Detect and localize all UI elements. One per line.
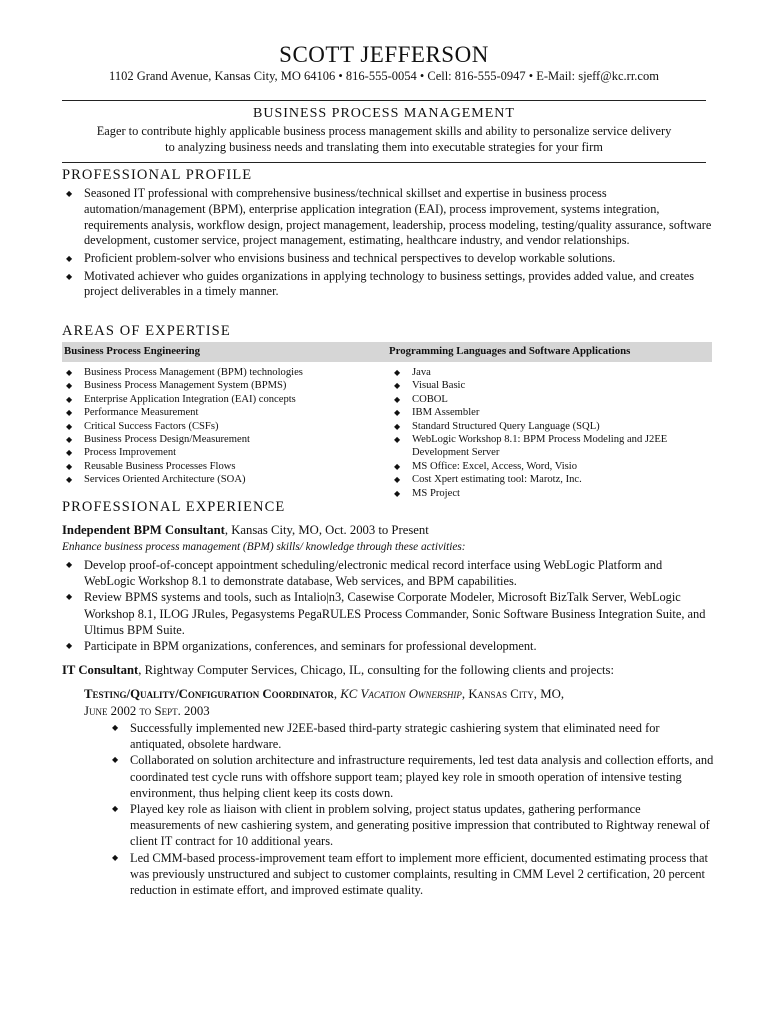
diamond-bullet-icon: ◆ (394, 381, 401, 391)
objective-line-2: to analyzing business needs and translating them into executable strategies for your firm (165, 139, 603, 154)
profile-item: ◆ Motivated achiever who guides organizations in applying technology to business settings, provides added value, and creates project deliverables in a timely manner. (66, 268, 695, 299)
list-item: ◆ Review BPMS systems and tools, such as Intalio|n3, Casewise Corporate Modeler, Microsoft BizTalk Server, WebLogic Workshop 8.1, ILOG JRules, Pegasystems PegaRULES Process Commander, Sonic Software Business Integration Suite, and Ultimus BPM Suite. (66, 590, 706, 637)
diamond-bullet-icon: ◆ (394, 461, 401, 471)
profile-list (62, 186, 712, 302)
diamond-bullet-icon: ◆ (66, 560, 73, 569)
list-item: ◆ Visual Basic (394, 380, 466, 392)
diamond-bullet-icon: ◆ (112, 852, 119, 862)
expertise-title: AREAS OF EXPERTISE (62, 323, 231, 339)
objective-text (62, 124, 706, 155)
list-item: ◆ Process Improvement (66, 447, 177, 459)
diamond-bullet-icon: ◆ (66, 368, 73, 377)
list-item: ◆ Business Process Design/Measurement (66, 434, 250, 446)
list-item: ◆ COBOL (394, 393, 448, 405)
diamond-bullet-icon: ◆ (66, 381, 73, 391)
job-1-list (62, 557, 712, 654)
diamond-bullet-icon: ◆ (394, 421, 401, 431)
list-item: ◆ MS Project (394, 487, 460, 499)
expertise-right-list (390, 366, 710, 500)
job-2-sub-client: KC Vacation Ownership (340, 687, 462, 701)
list-item: ◆ Played key role as liaison with client in problem solving, project status updates, gathering performance measurements of new cashiering system, and generating positive impression that contributed to Rightway renewal of client IT contract for 10 additional years. (112, 802, 710, 849)
diamond-bullet-icon: ◆ (66, 253, 73, 263)
diamond-bullet-icon: ◆ (66, 271, 73, 281)
diamond-bullet-icon: ◆ (66, 394, 73, 404)
list-item: ◆ IBM Assembler (394, 407, 480, 419)
diamond-bullet-icon: ◆ (394, 475, 401, 485)
list-item: ◆ Led CMM-based process-improvement team effort to implement more efficient, documented estimating process that was previously unstructured and subject to customer complaints, resulting in CMM Level 2 certification, 20 percent reduction in estimate effort, and improved estimate quality. (112, 850, 708, 898)
diamond-bullet-icon: ◆ (66, 461, 73, 471)
job-1-intro: Enhance business process management (BPM) skills/ knowledge through these activities: (62, 541, 466, 553)
objective-title: BUSINESS PROCESS MANAGEMENT (253, 106, 515, 121)
profile-title: PROFESSIONAL PROFILE (62, 167, 253, 183)
list-item: ◆ Cost Xpert estimating tool: Marotz, Inc. (394, 474, 582, 486)
diamond-bullet-icon: ◆ (66, 435, 73, 445)
diamond-bullet-icon: ◆ (394, 394, 401, 404)
list-item: ◆ Services Oriented Architecture (SOA) (66, 474, 246, 486)
diamond-bullet-icon: ◆ (66, 475, 73, 485)
list-item: ◆ Develop proof-of-concept appointment scheduling/electronic medical record interface using WebLogic Platform and WebLogic Workshop 8.1 to demonstrate database, Web services, and BPM capabilities. (66, 558, 663, 589)
job-1-details: , Kansas City, MO, Oct. 2003 to Present (224, 523, 429, 537)
list-item: ◆ MS Office: Excel, Access, Word, Visio (394, 460, 578, 472)
list-item: ◆ Reusable Business Processes Flows (66, 460, 236, 472)
diamond-bullet-icon: ◆ (66, 408, 73, 418)
list-item: ◆ Successfully implemented new J2EE-based third-party strategic cashiering system that eliminated need for antiquated, obsolete hardware. (112, 721, 660, 752)
diamond-bullet-icon: ◆ (66, 448, 73, 458)
job-2-sub-dates: June 2002 to Sept. 2003 (84, 703, 210, 718)
job-2-sub-role: Testing/Quality/Configuration Coordinator (84, 687, 334, 701)
list-item: ◆ Performance Measurement (66, 407, 199, 419)
list-item: ◆ WebLogic Workshop 8.1: BPM Process Modeling and J2EE Development Server (394, 434, 668, 459)
job-1-role: Independent BPM Consultant (62, 523, 225, 537)
job-2-list (108, 720, 714, 898)
list-item: ◆ Participate in BPM organizations, conferences, and seminars for professional development. (66, 639, 537, 654)
expertise-left-heading: Business Process Engineering (64, 345, 200, 357)
diamond-bullet-icon: ◆ (66, 592, 73, 602)
diamond-bullet-icon: ◆ (66, 641, 73, 651)
diamond-bullet-icon: ◆ (66, 189, 73, 198)
candidate-name: SCOTT JEFFERSON (279, 42, 489, 67)
divider-top (62, 100, 706, 101)
expertise-left-list (62, 366, 382, 487)
diamond-bullet-icon: ◆ (66, 421, 73, 431)
job-1-heading (62, 523, 429, 538)
profile-item: ◆ Seasoned IT professional with comprehensive business/technical skillset and expertise in business process automation/management (BPM), enterprise application integration (EAI), process improvement, systems integration, requirements analysis, workflow design, project management, leadership, process modeling, testing/quality assurance, software development, customer service, project management, estimating, healthcare industry, and vendor relationships. (66, 186, 712, 248)
job-2-heading (62, 663, 614, 678)
diamond-bullet-icon: ◆ (394, 368, 401, 377)
contact-line: 1102 Grand Avenue, Kansas City, MO 64106 • 816-555-0054 • Cell: 816-555-0947 • E-Mail: sjeff@kc.rr.com (109, 69, 659, 83)
list-item: ◆ Enterprise Application Integration (EAI) concepts (66, 393, 296, 405)
job-2-details: , Rightway Computer Services, Chicago, IL, consulting for the following clients and projects: (138, 663, 614, 677)
list-item: ◆ Critical Success Factors (CSFs) (66, 420, 219, 432)
list-item: ◆ Java (394, 367, 431, 378)
divider-objective (62, 162, 706, 163)
list-item: ◆ Business Process Management (BPM) technologies (66, 367, 303, 378)
diamond-bullet-icon: ◆ (394, 488, 401, 498)
job-2-subheading: Testing/Quality/Configuration Coordinator, KC Vacation Ownership, Kansas City, MO, June 2002 to Sept. 2003 (84, 687, 565, 718)
diamond-bullet-icon: ◆ (394, 408, 401, 418)
profile-item: ◆ Proficient problem-solver who envisions business and technical perspectives to develop workable solutions. (66, 250, 616, 265)
objective-line-1: Eager to contribute highly applicable business process management skills and ability to personalize service delivery (96, 124, 672, 138)
diamond-bullet-icon: ◆ (112, 804, 119, 814)
diamond-bullet-icon: ◆ (394, 435, 401, 445)
list-item: ◆ Business Process Management System (BPMS) (66, 380, 287, 392)
list-item: ◆ Collaborated on solution architecture and infrastructure requirements, led test data analysis and collection efforts, and coordinated test cycle runs with offshore support team; played key role in smooth operation of intensive testing environment, thus helping client keep its costs down. (112, 753, 714, 800)
diamond-bullet-icon: ◆ (112, 723, 119, 732)
diamond-bullet-icon: ◆ (112, 755, 119, 765)
job-2-sub-location: , Kansas City, MO, (461, 687, 565, 701)
expertise-right-heading: Programming Languages and Software Applications (389, 345, 631, 357)
list-item: ◆ Standard Structured Query Language (SQL) (394, 420, 600, 432)
experience-title: PROFESSIONAL EXPERIENCE (62, 499, 286, 515)
job-2-role: IT Consultant (62, 663, 139, 677)
